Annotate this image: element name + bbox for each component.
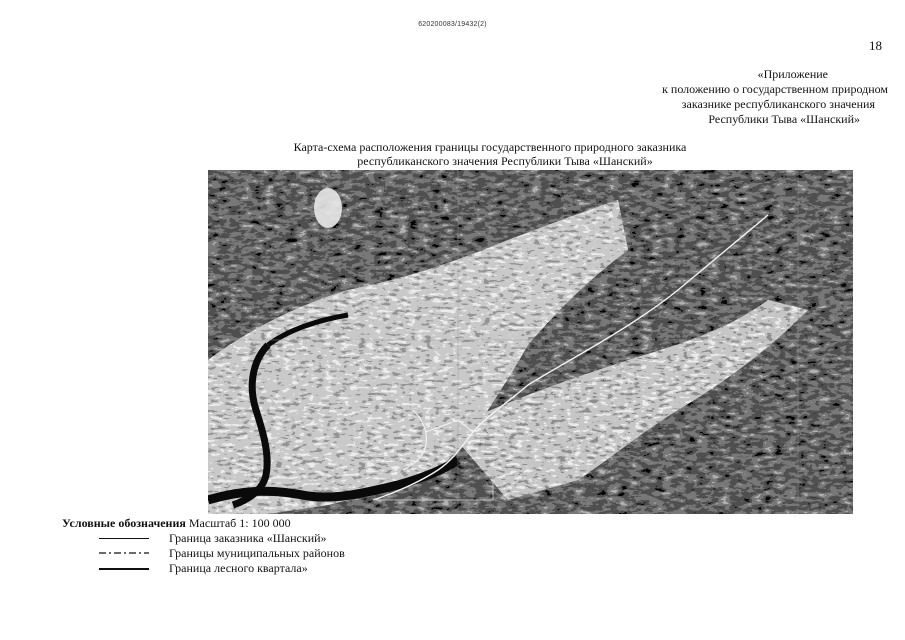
legend-item-municipal-boundary: [62, 546, 345, 561]
satellite-map-svg: [208, 170, 853, 514]
map-title-line-2: республиканского значения Республики Тыва «Шанский»: [357, 154, 653, 168]
legend-scale: Масштаб 1: 100 000: [188, 516, 291, 530]
legend-swatch-thick-line: [99, 568, 149, 570]
legend-item-label: Граница заказника «Шанский»: [169, 531, 327, 545]
legend-swatch-dash-dot-line: [99, 551, 149, 555]
map-title: [250, 140, 730, 168]
appendix-line-4: Республики Тыва «Шанский»: [708, 112, 860, 126]
legend-item-reserve-boundary: [62, 531, 327, 546]
appendix-heading: [588, 67, 888, 127]
document-id: 620200083/19432(2): [418, 21, 487, 28]
legend-header: [62, 516, 291, 531]
legend-title: Условные обозначения: [62, 516, 186, 530]
appendix-line-3: заказнике республиканского значения: [681, 97, 875, 111]
legend-item-forest-quarter-boundary: [62, 561, 308, 576]
satellite-map-image: [208, 170, 853, 514]
legend-swatch-solid-line: [99, 538, 149, 539]
page-number: 18: [869, 38, 882, 53]
legend: [62, 516, 345, 576]
legend-item-label: Границы муниципальных районов: [169, 546, 345, 560]
appendix-line-2: к положению о государственном природном: [662, 82, 888, 96]
map-title-line-1: Карта-схема расположения границы государственного природного заказника: [293, 140, 687, 154]
appendix-line-1: «Приложение: [757, 67, 828, 81]
legend-item-label: Граница лесного квартала»: [169, 561, 308, 575]
